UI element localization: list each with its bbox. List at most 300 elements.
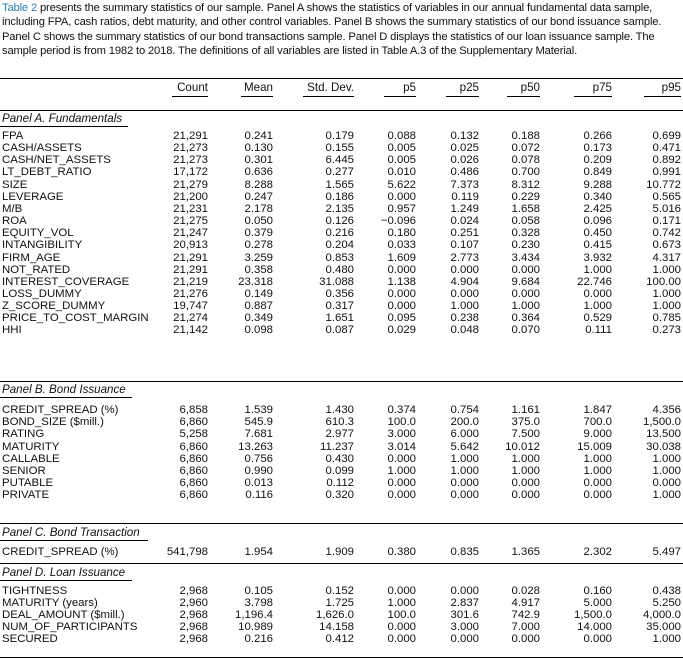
cell-p5: 0.029 xyxy=(387,324,416,337)
cell-p5: 0.000 xyxy=(387,190,416,203)
row-label: CALLABLE xyxy=(2,452,60,465)
cell-p25: 0.107 xyxy=(450,239,479,252)
table-row xyxy=(0,546,683,558)
table-row xyxy=(0,609,683,621)
cell-p5: 0.033 xyxy=(387,239,416,252)
row-label: FPA xyxy=(2,130,24,142)
cell-p75: 0.266 xyxy=(583,130,612,142)
cell-count: 5,258 xyxy=(179,428,208,441)
cell-p75: 0.173 xyxy=(583,142,612,155)
cell-count: 21,279 xyxy=(173,178,208,191)
panel-title: Panel D. Loan Issuance xyxy=(2,566,126,579)
cell-mean: 0.358 xyxy=(244,263,273,276)
cell-p25: 0.754 xyxy=(450,404,479,416)
cell-p95: 0.438 xyxy=(652,585,681,597)
cell-p50: 8.312 xyxy=(511,178,540,191)
cell-p50: 1.000 xyxy=(511,300,540,313)
cell-count: 21,231 xyxy=(173,202,208,215)
cell-p75: 9.000 xyxy=(583,428,612,441)
cell-p50: 0.070 xyxy=(511,324,540,337)
cell-count: 2,968 xyxy=(179,621,208,633)
cell-p50: 0.188 xyxy=(511,130,540,142)
cell-std-dev: 2.977 xyxy=(325,428,354,441)
cell-count: 541,798 xyxy=(166,546,208,558)
cell-p95: 0.273 xyxy=(652,324,681,337)
cell-p50: 0.072 xyxy=(511,142,540,155)
panel-title-underline xyxy=(0,397,132,398)
cell-std-dev: 0.320 xyxy=(325,489,354,502)
table-row xyxy=(0,441,683,453)
cell-count: 21,275 xyxy=(173,215,208,228)
table-row xyxy=(0,239,683,251)
cell-p25: 0.025 xyxy=(450,142,479,155)
cell-p5: 0.005 xyxy=(387,154,416,167)
cell-p75: 1.000 xyxy=(583,263,612,276)
cell-p50: 9.684 xyxy=(511,275,540,288)
cell-mean: 0.098 xyxy=(244,324,273,337)
table-row xyxy=(0,404,683,416)
cell-p50: 10.012 xyxy=(505,440,540,453)
cell-p25: 0.000 xyxy=(450,585,479,597)
cell-std-dev: 0.277 xyxy=(325,166,354,179)
row-label: PRICE_TO_COST_MARGIN xyxy=(2,312,149,325)
table-reference-link[interactable]: Table 2 xyxy=(2,2,38,14)
cell-count: 2,968 xyxy=(179,609,208,621)
cell-std-dev: 1.725 xyxy=(325,597,354,609)
panel-title: Panel B. Bond Issuance xyxy=(2,383,126,396)
row-label: PRIVATE xyxy=(2,489,50,502)
cell-count: 21,273 xyxy=(173,154,208,167)
cell-p75: 2.425 xyxy=(583,202,612,215)
table-row xyxy=(0,288,683,300)
cell-p95: 4.356 xyxy=(652,404,681,416)
cell-std-dev: 1.651 xyxy=(325,312,354,325)
cell-p75: 1.000 xyxy=(583,465,612,477)
cell-std-dev: 0.087 xyxy=(325,324,354,337)
row-label: Z_SCORE_DUMMY xyxy=(2,300,106,313)
cell-p95: 5.016 xyxy=(652,202,681,215)
cell-p25: 0.000 xyxy=(450,489,479,502)
column-header-p95: p95 xyxy=(661,81,681,94)
cell-p50: 0.328 xyxy=(511,227,540,240)
cell-std-dev: 2.135 xyxy=(325,202,354,215)
cell-mean: 0.349 xyxy=(244,312,273,325)
cell-p95: 10.772 xyxy=(646,178,681,191)
row-label: BOND_SIZE ($mill.) xyxy=(2,416,104,429)
cell-mean: 7.681 xyxy=(244,428,273,441)
cell-p75: 0.111 xyxy=(585,324,612,337)
row-label: HHI xyxy=(2,324,22,337)
cell-std-dev: 0.126 xyxy=(325,215,354,228)
cell-count: 21,291 xyxy=(173,263,208,276)
cell-p75: 1.000 xyxy=(583,300,612,313)
cell-p95: 30.038 xyxy=(646,440,681,453)
cell-mean: 0.050 xyxy=(244,215,273,228)
cell-mean: 8.288 xyxy=(244,178,273,191)
cell-p75: 14.000 xyxy=(577,621,612,633)
row-label: NUM_OF_PARTICIPANTS xyxy=(2,621,138,633)
cell-p75: 0.000 xyxy=(583,477,612,490)
cell-p95: 35.000 xyxy=(646,621,681,633)
cell-p95: 1.000 xyxy=(652,287,681,300)
column-header-underline xyxy=(384,96,416,97)
cell-p25: 1.000 xyxy=(450,465,479,477)
cell-std-dev: 11.237 xyxy=(320,440,354,453)
cell-std-dev: 14.158 xyxy=(319,621,354,633)
cell-std-dev: 1.565 xyxy=(325,178,354,191)
cell-p5: 0.180 xyxy=(387,227,416,240)
row-label: FIRM_AGE xyxy=(2,251,61,264)
cell-mean: 1.539 xyxy=(244,404,273,416)
cell-p75: 0.000 xyxy=(583,633,612,645)
cell-p95: 0.000 xyxy=(652,477,681,490)
cell-p50: 1.000 xyxy=(511,465,540,477)
cell-p5: 5.622 xyxy=(387,178,416,191)
table-row xyxy=(0,227,683,239)
panel-separator-rule xyxy=(0,381,683,382)
row-label: MATURITY (years) xyxy=(2,597,98,609)
cell-p75: 1,500.0 xyxy=(573,609,612,621)
cell-p5: 0.374 xyxy=(387,404,416,416)
cell-std-dev: 1.430 xyxy=(325,404,354,416)
cell-p25: 5.642 xyxy=(450,440,479,453)
cell-p75: 5.000 xyxy=(583,597,612,609)
panel-separator-rule xyxy=(0,523,683,524)
caption-text: presents the summary statistics of our sample. Panel A shows the statistics of variables in our annual fundamental data sample, including FPA, cash ratios, debt maturity, and other control variables. Panel B shows the summary statistics of our bond issuance sample. Panel C shows the summary statistics of our bond transactions sample. Panel D displays the statistics of our loan issuance sample. The sample period is from 1982 to 2018. The definitions of all variables are listed in Table A.3 of the Supplementary Material. xyxy=(2,2,662,58)
cell-std-dev: 610.3 xyxy=(325,416,354,429)
row-label: LT_DEBT_RATIO xyxy=(2,166,92,179)
cell-mean: 0.247 xyxy=(244,190,273,203)
column-header-p75: p75 xyxy=(592,81,612,94)
cell-std-dev: 0.099 xyxy=(325,465,354,477)
cell-p25: 0.835 xyxy=(450,546,479,558)
cell-p95: 4,000.0 xyxy=(642,609,681,621)
row-label: M/B xyxy=(2,202,23,215)
table-row xyxy=(0,585,683,597)
cell-std-dev: 0.179 xyxy=(325,130,354,142)
cell-p25: 0.000 xyxy=(450,287,479,300)
cell-count: 20,913 xyxy=(173,239,208,252)
cell-mean: 0.379 xyxy=(244,227,273,240)
table-row xyxy=(0,621,683,633)
cell-p25: 0.000 xyxy=(450,633,479,645)
cell-p50: 0.364 xyxy=(511,312,540,325)
cell-p25: 0.132 xyxy=(450,130,479,142)
row-label: EQUITY_VOL xyxy=(2,227,74,240)
cell-p50: 0.000 xyxy=(511,287,540,300)
cell-p5: 0.088 xyxy=(387,130,416,142)
cell-p5: 100.0 xyxy=(387,416,416,429)
cell-p5: 3.014 xyxy=(387,440,416,453)
cell-p50: 0.000 xyxy=(511,633,540,645)
cell-p25: 3.000 xyxy=(450,621,479,633)
panel-title-underline xyxy=(0,580,132,581)
table-row xyxy=(0,166,683,178)
cell-count: 21,142 xyxy=(173,324,208,337)
cell-p95: 0.991 xyxy=(652,166,681,179)
row-label: INTEREST_COVERAGE xyxy=(2,275,130,288)
cell-p50: 7.000 xyxy=(511,621,540,633)
cell-mean: 0.216 xyxy=(244,633,273,645)
panel-title: Panel A. Fundamentals xyxy=(2,112,123,125)
cell-p25: 6.000 xyxy=(450,428,479,441)
table-bottom-rule xyxy=(0,657,683,658)
cell-p25: 1.000 xyxy=(450,300,479,313)
cell-std-dev: 1.909 xyxy=(325,546,354,558)
column-header-p50: p50 xyxy=(520,81,540,94)
cell-count: 6,860 xyxy=(179,489,208,502)
cell-p50: 3.434 xyxy=(511,251,540,264)
cell-p50: 0.000 xyxy=(511,489,540,502)
cell-p50: 0.000 xyxy=(511,263,540,276)
cell-p75: 0.000 xyxy=(583,489,612,502)
cell-mean: 0.990 xyxy=(244,465,273,477)
cell-p5: 3.000 xyxy=(387,428,416,441)
cell-std-dev: 31.088 xyxy=(319,275,354,288)
cell-p25: 0.026 xyxy=(450,154,479,167)
cell-std-dev: 0.480 xyxy=(325,263,354,276)
row-label: MATURITY xyxy=(2,440,60,453)
panel-title-underline xyxy=(0,540,148,541)
cell-p50: 0.058 xyxy=(511,215,540,228)
cell-p5: 0.000 xyxy=(387,452,416,465)
cell-p25: 301.6 xyxy=(450,609,479,621)
cell-p50: 1.365 xyxy=(511,546,540,558)
cell-count: 2,960 xyxy=(179,597,208,609)
panel-title: Panel C. Bond Transaction xyxy=(2,526,140,539)
cell-std-dev: 6.445 xyxy=(325,154,354,167)
row-label: DEAL_AMOUNT ($mill.) xyxy=(2,609,125,621)
cell-p50: 1.161 xyxy=(511,404,540,416)
cell-p5: 0.005 xyxy=(387,142,416,155)
cell-p25: 0.000 xyxy=(450,477,479,490)
cell-p25: 0.048 xyxy=(450,324,479,337)
cell-p95: 0.565 xyxy=(652,190,681,203)
cell-p5: 1.609 xyxy=(387,251,416,264)
cell-p75: 0.849 xyxy=(583,166,612,179)
cell-count: 6,860 xyxy=(179,440,208,453)
table-row xyxy=(0,264,683,276)
cell-p75: 3.932 xyxy=(583,251,612,264)
cell-p5: 0.095 xyxy=(387,312,416,325)
cell-p5: 0.010 xyxy=(387,166,416,179)
cell-p95: 1.000 xyxy=(652,465,681,477)
column-header-underline xyxy=(303,96,354,97)
cell-p5: 1.138 xyxy=(387,275,416,288)
cell-count: 6,860 xyxy=(179,477,208,490)
cell-std-dev: 0.155 xyxy=(325,142,354,155)
table-row xyxy=(0,428,683,440)
cell-p75: 0.415 xyxy=(583,239,612,252)
cell-p95: 0.699 xyxy=(652,130,681,142)
cell-std-dev: 1,626.0 xyxy=(315,609,354,621)
cell-p25: 4.904 xyxy=(450,275,479,288)
table-top-rule xyxy=(0,78,683,79)
row-label: CREDIT_SPREAD (%) xyxy=(2,546,119,558)
cell-p95: 13.500 xyxy=(646,428,681,441)
cell-count: 21,291 xyxy=(173,251,208,264)
table-row xyxy=(0,633,683,645)
cell-p75: 0.209 xyxy=(583,154,612,167)
row-label: NOT_RATED xyxy=(2,263,71,276)
table-row xyxy=(0,276,683,288)
panel-separator-rule xyxy=(0,110,683,111)
cell-mean: 545.9 xyxy=(244,416,273,429)
cell-p50: 0.229 xyxy=(511,190,540,203)
cell-p25: 0.119 xyxy=(451,190,479,203)
cell-p5: 0.000 xyxy=(387,585,416,597)
table-row xyxy=(0,489,683,501)
cell-p5: 0.000 xyxy=(387,477,416,490)
cell-count: 21,273 xyxy=(173,142,208,155)
column-header-mean: Mean xyxy=(243,81,273,94)
cell-p75: 0.160 xyxy=(583,585,612,597)
cell-p5: 0.000 xyxy=(387,263,416,276)
cell-std-dev: 0.204 xyxy=(325,239,354,252)
cell-mean: 2.178 xyxy=(244,202,273,215)
cell-mean: 0.013 xyxy=(244,477,273,490)
panel-title-underline xyxy=(0,126,128,127)
cell-p95: 5.250 xyxy=(652,597,681,609)
column-header-std-dev: Std. Dev. xyxy=(307,81,354,94)
cell-count: 2,968 xyxy=(179,633,208,645)
cell-p50: 0.078 xyxy=(511,154,540,167)
table-row xyxy=(0,142,683,154)
cell-std-dev: 0.430 xyxy=(325,452,354,465)
cell-p75: 0.340 xyxy=(583,190,612,203)
table-row xyxy=(0,300,683,312)
row-label: TIGHTNESS xyxy=(2,585,68,597)
cell-p95: 1.000 xyxy=(652,300,681,313)
cell-mean: 10.989 xyxy=(238,621,273,633)
cell-p5: 0.000 xyxy=(387,633,416,645)
column-header-p25: p25 xyxy=(459,81,479,94)
cell-p95: 0.785 xyxy=(652,312,681,325)
cell-p95: 0.471 xyxy=(652,142,681,155)
cell-p95: 1.000 xyxy=(652,633,681,645)
cell-std-dev: 0.186 xyxy=(325,190,354,203)
table-row xyxy=(0,324,683,336)
cell-p5: 0.000 xyxy=(387,489,416,502)
cell-std-dev: 0.412 xyxy=(325,633,354,645)
cell-count: 6,860 xyxy=(179,465,208,477)
cell-p50: 742.9 xyxy=(511,609,540,621)
cell-p5: 0.957 xyxy=(387,202,416,215)
column-header-underline xyxy=(574,96,612,97)
row-label: LEVERAGE xyxy=(2,190,64,203)
table-row xyxy=(0,179,683,191)
table-row xyxy=(0,191,683,203)
table-row xyxy=(0,416,683,428)
cell-p75: 0.096 xyxy=(583,215,612,228)
cell-p75: 0.000 xyxy=(583,287,612,300)
cell-p95: 4.317 xyxy=(652,251,681,264)
cell-p75: 15.009 xyxy=(577,440,612,453)
cell-count: 6,860 xyxy=(179,416,208,429)
cell-mean: 1.954 xyxy=(244,546,273,558)
cell-p50: 0.230 xyxy=(511,239,540,252)
cell-p5: 0.000 xyxy=(387,300,416,313)
cell-p95: 0.892 xyxy=(652,154,681,167)
cell-count: 21,291 xyxy=(173,130,208,142)
cell-p50: 0.000 xyxy=(511,477,540,490)
cell-p75: 22.746 xyxy=(577,275,612,288)
cell-mean: 23.318 xyxy=(238,275,273,288)
cell-p25: 0.238 xyxy=(450,312,479,325)
table-row xyxy=(0,252,683,264)
row-label: INTANGIBILITY xyxy=(2,239,83,252)
cell-p95: 5.497 xyxy=(652,546,681,558)
column-header-underline xyxy=(241,96,273,97)
cell-p95: 0.673 xyxy=(652,239,681,252)
cell-count: 19,747 xyxy=(173,300,208,313)
row-label: CASH/NET_ASSETS xyxy=(2,154,111,167)
cell-p25: 0.024 xyxy=(450,215,479,228)
cell-p5: 0.000 xyxy=(387,287,416,300)
cell-p50: 1.000 xyxy=(511,452,540,465)
cell-mean: 0.116 xyxy=(245,489,273,502)
cell-count: 21,247 xyxy=(173,227,208,240)
column-header-count: Count xyxy=(177,81,208,94)
cell-p25: 2.837 xyxy=(450,597,479,609)
cell-mean: 0.756 xyxy=(244,452,273,465)
cell-p95: 1,500.0 xyxy=(642,416,681,429)
cell-p75: 1.847 xyxy=(583,404,612,416)
table-row xyxy=(0,465,683,477)
cell-std-dev: 0.853 xyxy=(325,251,354,264)
cell-std-dev: 0.216 xyxy=(325,227,354,240)
table-row xyxy=(0,597,683,609)
cell-p95: 1.000 xyxy=(652,263,681,276)
cell-p25: 1.249 xyxy=(450,202,479,215)
row-label: ROA xyxy=(2,215,27,228)
cell-p25: 200.0 xyxy=(450,416,479,429)
cell-p95: 0.171 xyxy=(652,215,681,228)
cell-p50: 1.658 xyxy=(511,202,540,215)
table-row xyxy=(0,154,683,166)
cell-std-dev: 0.112 xyxy=(326,477,354,490)
cell-p5: 1.000 xyxy=(387,597,416,609)
cell-mean: 1,196.4 xyxy=(234,609,273,621)
table-row xyxy=(0,312,683,324)
column-header-p5: p5 xyxy=(403,81,416,94)
row-label: CASH/ASSETS xyxy=(2,142,82,155)
cell-p25: 7.373 xyxy=(450,178,479,191)
cell-std-dev: 0.317 xyxy=(325,300,354,313)
table-row xyxy=(0,477,683,489)
table-row xyxy=(0,453,683,465)
cell-p25: 2.773 xyxy=(450,251,479,264)
cell-p50: 0.028 xyxy=(511,585,540,597)
cell-mean: 3.259 xyxy=(244,251,273,264)
cell-p95: 1.000 xyxy=(652,489,681,502)
cell-p75: 0.450 xyxy=(583,227,612,240)
cell-count: 17,172 xyxy=(173,166,208,179)
cell-p95: 0.742 xyxy=(652,227,681,240)
cell-mean: 0.278 xyxy=(244,239,273,252)
cell-p5: 0.000 xyxy=(387,621,416,633)
column-header-underline xyxy=(507,96,540,97)
cell-mean: 0.130 xyxy=(244,142,273,155)
cell-p95: 100.00 xyxy=(646,275,681,288)
cell-mean: 13.263 xyxy=(238,440,273,453)
cell-count: 21,200 xyxy=(173,190,208,203)
cell-std-dev: 0.152 xyxy=(325,585,354,597)
cell-mean: 0.105 xyxy=(244,585,273,597)
cell-p5: 0.380 xyxy=(387,546,416,558)
table-header xyxy=(0,81,683,96)
cell-std-dev: 0.356 xyxy=(325,287,354,300)
